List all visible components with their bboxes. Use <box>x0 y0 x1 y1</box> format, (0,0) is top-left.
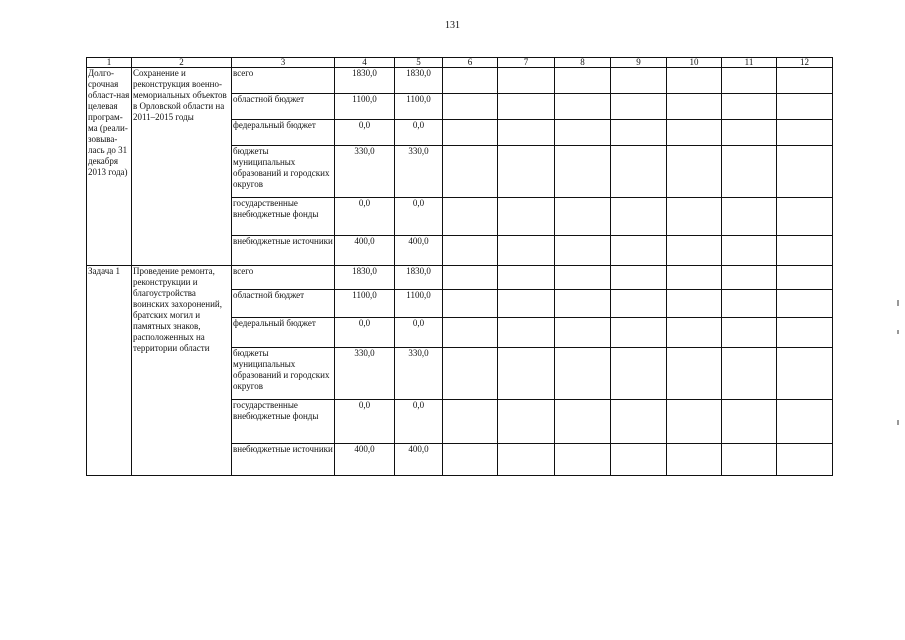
program-name-cell: Сохранение и реконструкция военно-мемориальных объектов в Орловской области на 2011–2015 годы <box>132 68 232 266</box>
value-cell-col5: 1100,0 <box>395 94 443 120</box>
task-label-cell: Задача 1 <box>87 266 132 476</box>
value-cell-col5: 0,0 <box>395 400 443 444</box>
empty-cell <box>667 120 722 146</box>
empty-cell <box>777 94 833 120</box>
empty-cell <box>443 266 498 290</box>
empty-cell <box>498 236 555 266</box>
empty-cell <box>722 198 777 236</box>
funding-source-cell: всего <box>232 68 335 94</box>
value-cell-col4: 1830,0 <box>335 68 395 94</box>
header-cell: 12 <box>777 58 833 68</box>
value-cell-col4: 1100,0 <box>335 94 395 120</box>
value-cell-col4: 400,0 <box>335 444 395 476</box>
empty-cell <box>722 444 777 476</box>
header-cell: 6 <box>443 58 498 68</box>
scan-artifact <box>897 300 899 306</box>
empty-cell <box>611 318 667 348</box>
empty-cell <box>498 348 555 400</box>
funding-source-cell: бюджеты муниципальных образований и городских округов <box>232 348 335 400</box>
empty-cell <box>555 400 611 444</box>
empty-cell <box>777 120 833 146</box>
header-cell: 7 <box>498 58 555 68</box>
empty-cell <box>611 444 667 476</box>
empty-cell <box>611 290 667 318</box>
empty-cell <box>443 120 498 146</box>
empty-cell <box>611 94 667 120</box>
value-cell-col5: 0,0 <box>395 318 443 348</box>
value-cell-col4: 330,0 <box>335 146 395 198</box>
empty-cell <box>555 290 611 318</box>
funding-source-cell: областной бюджет <box>232 94 335 120</box>
empty-cell <box>777 236 833 266</box>
empty-cell <box>722 400 777 444</box>
empty-cell <box>722 146 777 198</box>
empty-cell <box>667 198 722 236</box>
empty-cell <box>611 68 667 94</box>
value-cell-col4: 1100,0 <box>335 290 395 318</box>
table-row <box>87 266 833 290</box>
empty-cell <box>611 348 667 400</box>
empty-cell <box>555 120 611 146</box>
empty-cell <box>777 400 833 444</box>
empty-cell <box>555 146 611 198</box>
value-cell-col4: 330,0 <box>335 348 395 400</box>
funding-source-cell: областной бюджет <box>232 290 335 318</box>
header-cell: 3 <box>232 58 335 68</box>
value-cell-col5: 1830,0 <box>395 266 443 290</box>
table-row <box>87 68 833 94</box>
empty-cell <box>722 68 777 94</box>
value-cell-col5: 330,0 <box>395 348 443 400</box>
empty-cell <box>777 348 833 400</box>
empty-cell <box>777 444 833 476</box>
program-label-cell: Долго-срочная област-ная целевая програм-ма (реали-зовыва-лась до 31 декабря 2013 года) <box>87 68 132 266</box>
empty-cell <box>498 290 555 318</box>
value-cell-col5: 1830,0 <box>395 68 443 94</box>
empty-cell <box>611 120 667 146</box>
empty-cell <box>722 236 777 266</box>
funding-source-cell: бюджеты муниципальных образований и городских округов <box>232 146 335 198</box>
value-cell-col5: 400,0 <box>395 444 443 476</box>
empty-cell <box>777 198 833 236</box>
value-cell-col5: 0,0 <box>395 120 443 146</box>
empty-cell <box>498 146 555 198</box>
funding-source-cell: внебюджетные источники <box>232 444 335 476</box>
value-cell-col4: 0,0 <box>335 198 395 236</box>
header-cell: 2 <box>132 58 232 68</box>
empty-cell <box>667 146 722 198</box>
empty-cell <box>555 266 611 290</box>
empty-cell <box>667 94 722 120</box>
empty-cell <box>777 266 833 290</box>
funding-source-cell: внебюджетные источники <box>232 236 335 266</box>
empty-cell <box>722 94 777 120</box>
header-cell: 4 <box>335 58 395 68</box>
empty-cell <box>555 68 611 94</box>
empty-cell <box>667 348 722 400</box>
empty-cell <box>722 318 777 348</box>
empty-cell <box>611 400 667 444</box>
task-name-cell: Проведение ремонта, реконструкции и благоустройства воинских захоронений, братских могил и памятных знаков, расположенных на территории области <box>132 266 232 476</box>
empty-cell <box>777 318 833 348</box>
empty-cell <box>777 290 833 318</box>
funding-source-cell: государственные внебюджетные фонды <box>232 400 335 444</box>
value-cell-col5: 1100,0 <box>395 290 443 318</box>
empty-cell <box>555 236 611 266</box>
empty-cell <box>498 400 555 444</box>
empty-cell <box>667 318 722 348</box>
funding-source-cell: федеральный бюджет <box>232 318 335 348</box>
value-cell-col4: 0,0 <box>335 120 395 146</box>
empty-cell <box>667 400 722 444</box>
empty-cell <box>443 94 498 120</box>
empty-cell <box>498 120 555 146</box>
header-cell: 1 <box>87 58 132 68</box>
value-cell-col4: 0,0 <box>335 318 395 348</box>
empty-cell <box>611 198 667 236</box>
header-cell: 8 <box>555 58 611 68</box>
funding-source-cell: государственные внебюджетные фонды <box>232 198 335 236</box>
scan-artifact <box>897 420 899 425</box>
value-cell-col5: 330,0 <box>395 146 443 198</box>
value-cell-col5: 0,0 <box>395 198 443 236</box>
empty-cell <box>555 318 611 348</box>
empty-cell <box>443 146 498 198</box>
empty-cell <box>722 266 777 290</box>
empty-cell <box>498 94 555 120</box>
budget-table <box>86 57 833 476</box>
empty-cell <box>443 318 498 348</box>
empty-cell <box>498 318 555 348</box>
empty-cell <box>667 236 722 266</box>
empty-cell <box>498 266 555 290</box>
empty-cell <box>498 444 555 476</box>
empty-cell <box>555 198 611 236</box>
scan-artifact <box>897 330 899 334</box>
header-cell: 11 <box>722 58 777 68</box>
header-cell: 5 <box>395 58 443 68</box>
empty-cell <box>667 290 722 318</box>
empty-cell <box>555 444 611 476</box>
empty-cell <box>667 266 722 290</box>
empty-cell <box>555 348 611 400</box>
funding-source-cell: федеральный бюджет <box>232 120 335 146</box>
empty-cell <box>443 444 498 476</box>
empty-cell <box>722 290 777 318</box>
empty-cell <box>498 68 555 94</box>
empty-cell <box>611 146 667 198</box>
empty-cell <box>722 348 777 400</box>
empty-cell <box>443 198 498 236</box>
empty-cell <box>611 236 667 266</box>
header-row <box>87 58 833 68</box>
page-number: 131 <box>445 20 460 31</box>
empty-cell <box>443 68 498 94</box>
value-cell-col4: 0,0 <box>335 400 395 444</box>
empty-cell <box>667 68 722 94</box>
empty-cell <box>555 94 611 120</box>
header-cell: 10 <box>667 58 722 68</box>
empty-cell <box>443 236 498 266</box>
empty-cell <box>443 348 498 400</box>
header-cell: 9 <box>611 58 667 68</box>
empty-cell <box>777 68 833 94</box>
empty-cell <box>443 290 498 318</box>
empty-cell <box>443 400 498 444</box>
empty-cell <box>722 120 777 146</box>
empty-cell <box>611 266 667 290</box>
value-cell-col4: 400,0 <box>335 236 395 266</box>
value-cell-col4: 1830,0 <box>335 266 395 290</box>
empty-cell <box>667 444 722 476</box>
value-cell-col5: 400,0 <box>395 236 443 266</box>
funding-source-cell: всего <box>232 266 335 290</box>
empty-cell <box>777 146 833 198</box>
empty-cell <box>498 198 555 236</box>
